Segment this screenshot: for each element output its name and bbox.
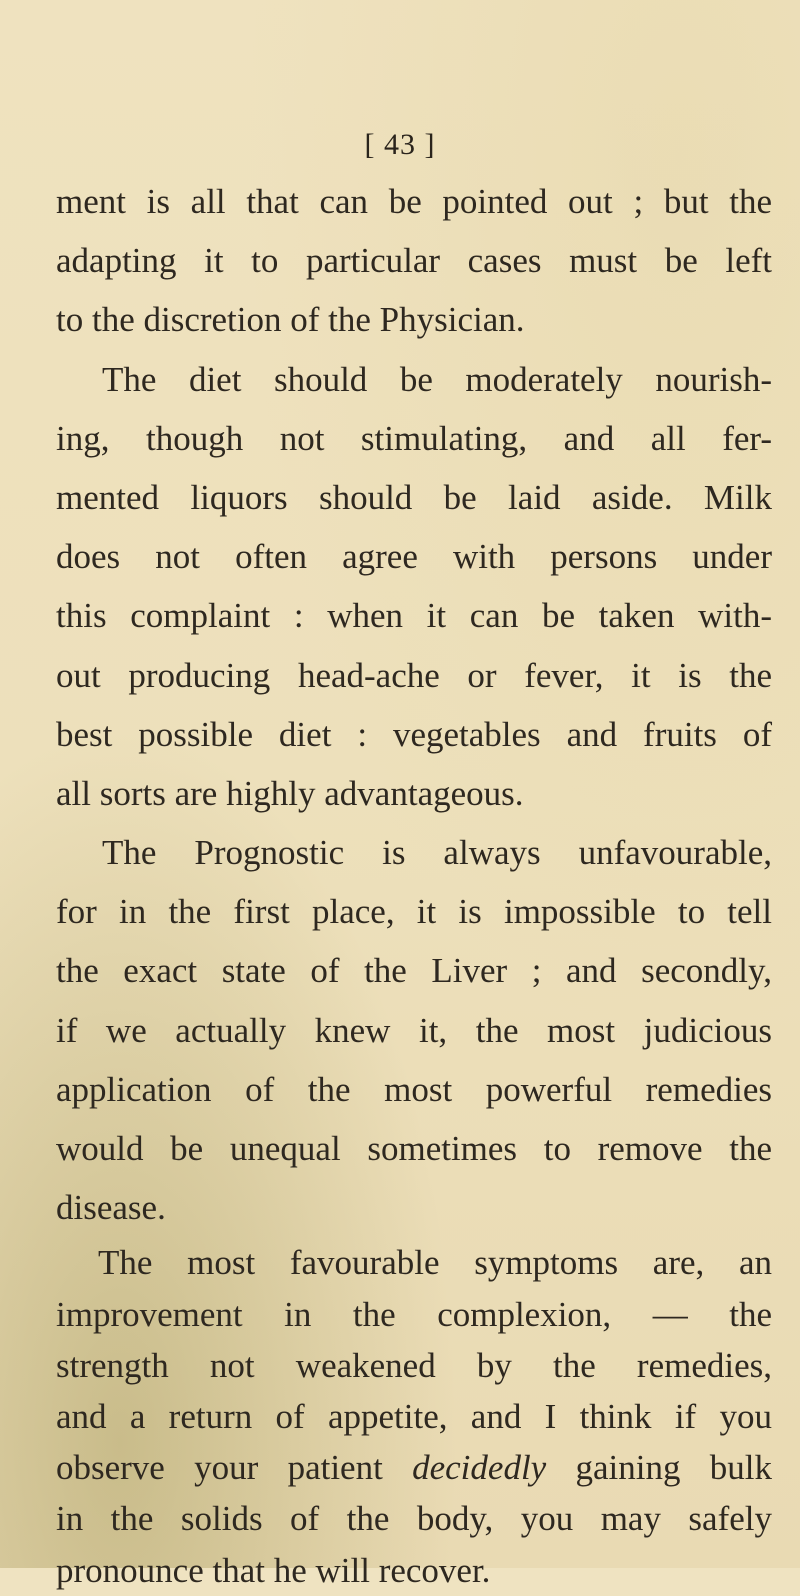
text-line: and a return of appetite, and I think if you <box>56 1396 772 1436</box>
text-line: would be unequal sometimes to remove the <box>56 1129 772 1168</box>
text-line: out producing head-ache or fever, it is the <box>56 655 772 695</box>
body-text <box>56 172 772 1596</box>
text-line: The Prognostic is always unfavourable, <box>102 833 772 873</box>
text-line: if we actually knew it, the most judicious <box>56 1010 772 1050</box>
text-line: pronounce that he will recover. <box>56 1550 491 1590</box>
text-line: ment is all that can be pointed out ; but the <box>56 182 772 221</box>
text-line: ing, though not stimulating, and all fer- <box>56 418 772 458</box>
text-line: the exact state of the Liver ; and secondly, <box>56 951 772 991</box>
text-line: strength not weakened by the remedies, <box>56 1345 772 1385</box>
text-line: best possible diet : vegetables and fruits of <box>56 714 772 754</box>
text-line: this complaint : when it can be taken with- <box>56 596 772 636</box>
text-segment: observe your patient <box>56 1448 413 1488</box>
text-line: application of the most powerful remedies <box>56 1069 772 1109</box>
text-line: adapting it to particular cases must be left <box>56 241 772 281</box>
page-number: [ 43 ] <box>364 128 436 161</box>
italic-word: decidedly <box>412 1448 547 1488</box>
text-line-with-italic <box>56 1442 772 1493</box>
text-line: disease. <box>56 1188 166 1228</box>
text-line: in the solids of the body, you may safely <box>56 1499 772 1539</box>
text-segment: gaining bulk <box>546 1448 772 1488</box>
text-line: The most favourable symptoms are, an <box>98 1243 772 1283</box>
text-line: all sorts are highly advantageous. <box>56 773 524 813</box>
text-line: to the discretion of the Physician. <box>56 300 525 340</box>
text-line: improvement in the complexion, — the <box>56 1294 772 1334</box>
text-line: mented liquors should be laid aside. Milk <box>56 477 772 517</box>
text-line: for in the first place, it is impossible to tell <box>56 892 772 932</box>
text-line: does not often agree with persons under <box>56 537 772 577</box>
text-line: The diet should be moderately nourish- <box>102 359 772 399</box>
